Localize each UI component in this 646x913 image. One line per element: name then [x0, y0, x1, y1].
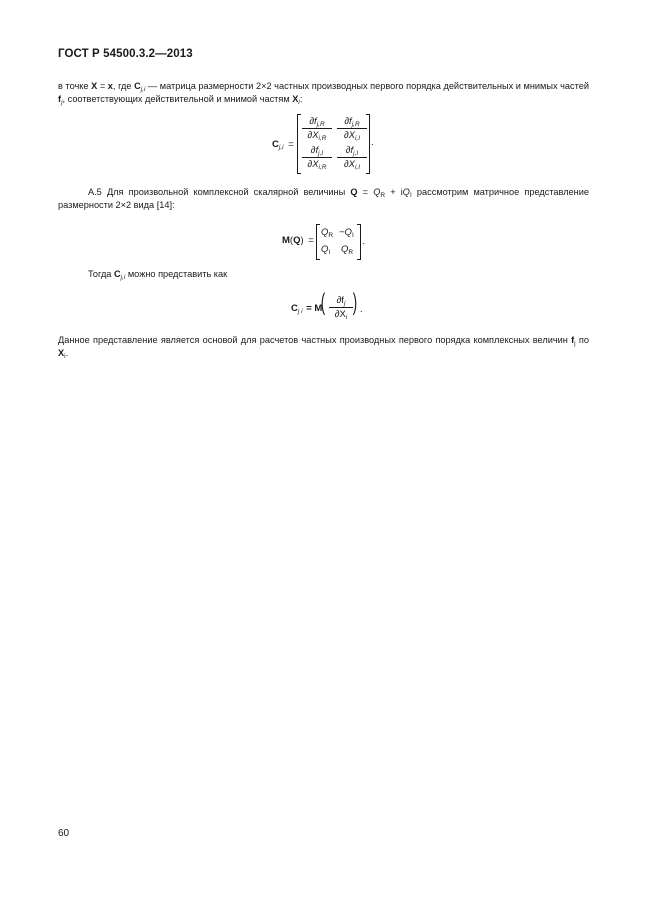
paragraph-1: в точке X = x, где $C_{j,i}$ — матрица размерности 2×2 частных производных первого порядка действительных и мнимых частей $f_j$, соответствующих действительной и мнимой частям $X_i$:: [58, 81, 589, 106]
paragraph-4: Данное представление является основой для расчетов частных производных первого порядка комплексных величин $f_j$ по $X_i$.: [58, 335, 589, 360]
document-header: ГОСТ Р 54500.3.2—2013: [58, 48, 193, 60]
page-number: 60: [58, 828, 70, 839]
paragraph-2: А.5 Для произвольной комплексной скалярной величины $Q = Q_R + iQ_I$ рассмотрим матричное представление размерности 2×2 вида [14]:: [58, 187, 589, 210]
paragraph-3: Тогда $C_{j,i}$ можно представить как: [88, 269, 228, 281]
